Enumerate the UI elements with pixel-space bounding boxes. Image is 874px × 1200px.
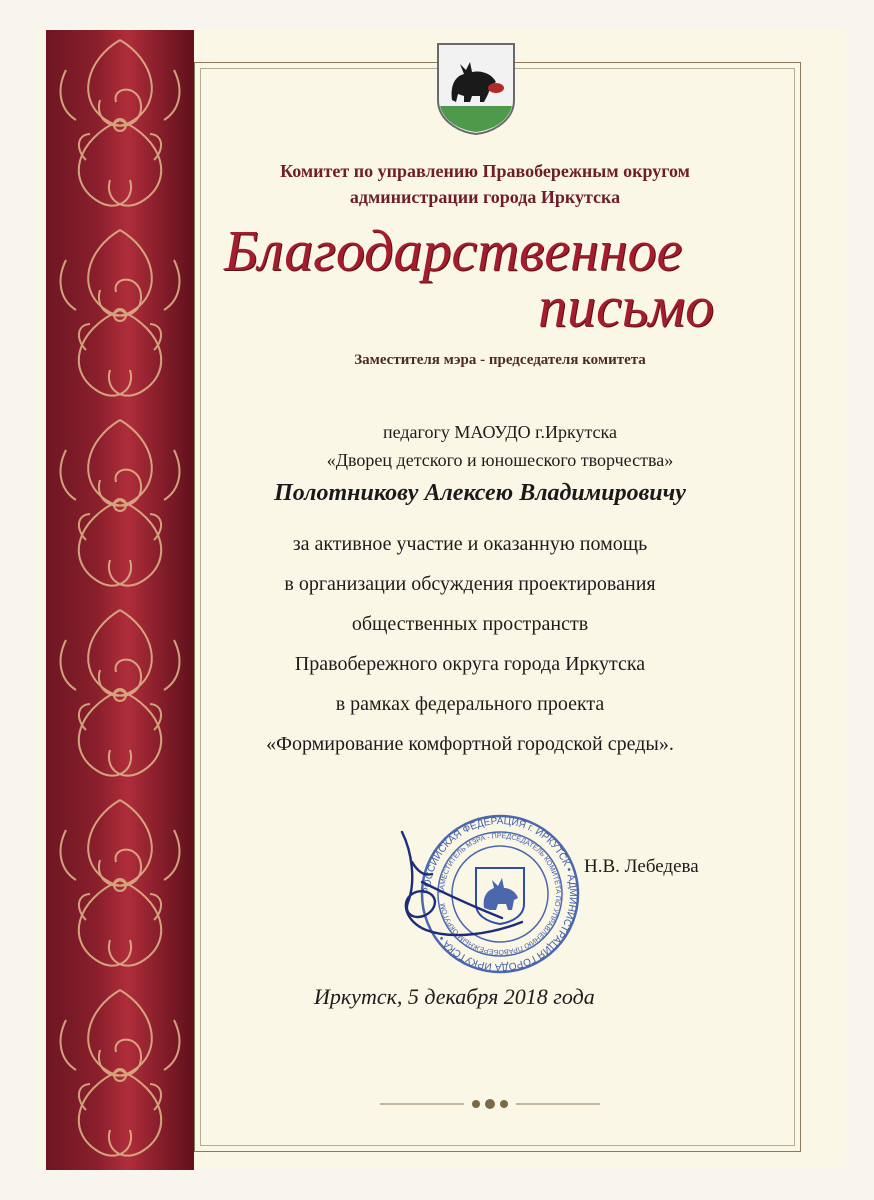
committee-heading: [220, 158, 750, 210]
reason-line: «Формирование комфортной городской среды».: [266, 733, 674, 755]
place-and-date: Иркутск, 5 декабря 2018 года: [314, 984, 595, 1009]
irkutsk-coat-of-arms-icon: [434, 40, 518, 141]
handwritten-signature: [382, 822, 552, 957]
committee-line-1: Комитет по управлению Правобережным округом: [280, 161, 690, 181]
recipient-name: Полотникову Алексею Владимировичу: [274, 480, 686, 506]
reason-line: за активное участие и оказанную помощь: [292, 533, 648, 555]
reason-line: в организации обсуждения проектирования: [284, 573, 656, 595]
ornament-divider-icon: [380, 1094, 600, 1119]
reason-line: общественных пространств: [351, 613, 589, 635]
reason-line: в рамках федерального проекта: [335, 693, 605, 715]
reason-line: Правобережного округа города Иркутска: [294, 653, 646, 675]
ornamental-band: [46, 30, 194, 1170]
band-ornament-icon: [46, 30, 194, 1170]
recipient-position-line-1: педагогу МАОУДО г.Иркутска: [382, 422, 618, 442]
title-line-1: Благодарственное: [224, 218, 683, 283]
signer-name: Н.В. Лебедева: [584, 856, 699, 877]
committee-line-2: администрации города Иркутска: [349, 187, 621, 207]
seal-outer-text: РОССИЙСКАЯ ФЕДЕРАЦИЯ г. ИРКУТСК • АДМИНИСТРАЦИЯ ГОРОДА ИРКУТСКА •: [421, 815, 579, 973]
recipient-position: [220, 418, 780, 474]
seal-inner-text: ЗАМЕСТИТЕЛЬ МЭРА - ПРЕДСЕДАТЕЛЬ КОМИТЕТА ПО УПРАВЛЕНИЮ ПРАВОБЕРЕЖНЫМ ОКРУГОМ: [438, 832, 562, 956]
subtitle: Заместителя мэра - председателя комитета: [354, 352, 646, 368]
reason-text: [190, 524, 750, 764]
recipient-position-line-2: «Дворец детского и юношеского творчества»: [326, 450, 674, 470]
title-line-2: письмо: [538, 274, 715, 339]
